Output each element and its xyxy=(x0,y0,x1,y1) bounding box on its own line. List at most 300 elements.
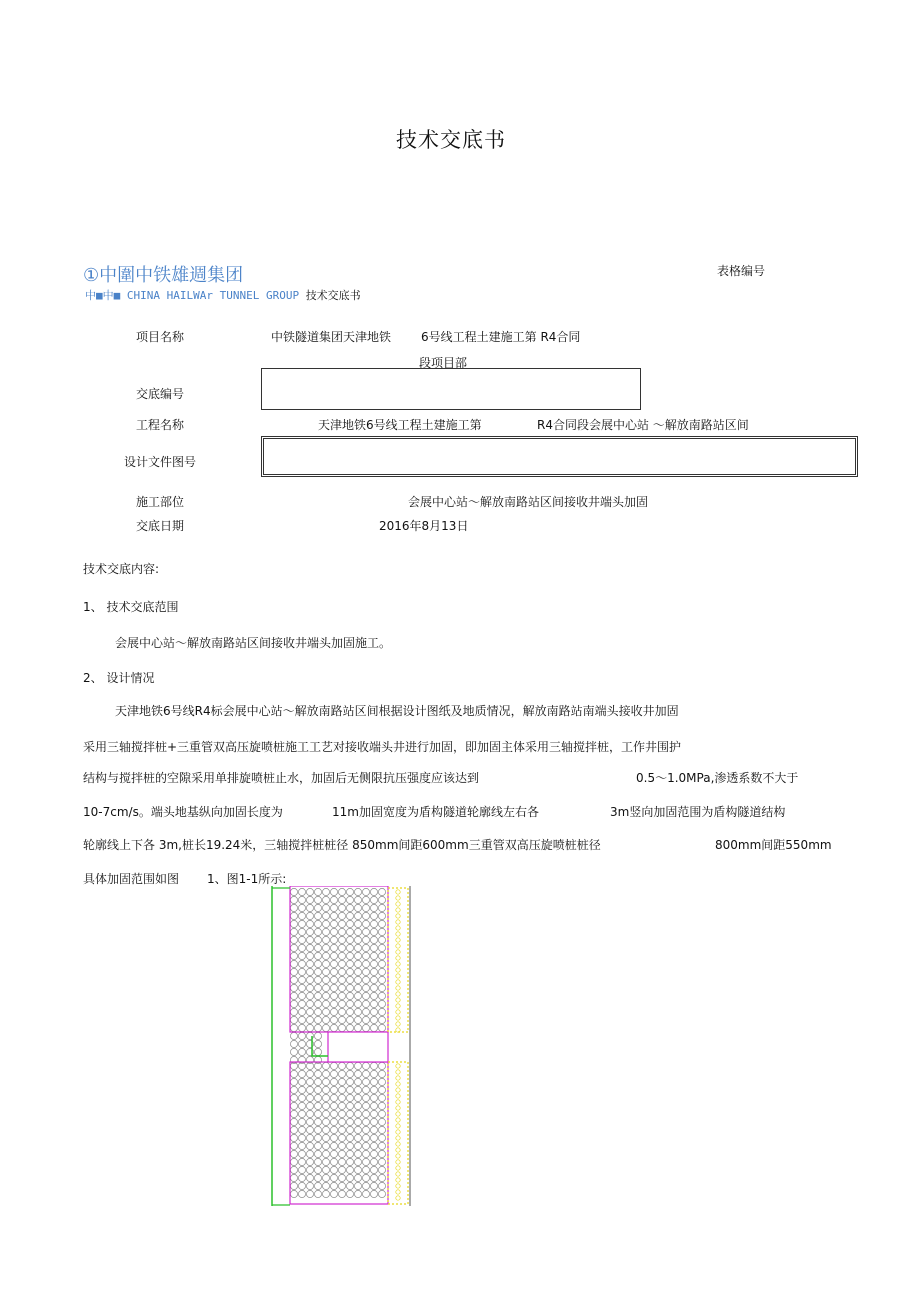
pile-circle xyxy=(338,1062,345,1069)
pile-circle xyxy=(298,1040,305,1047)
content-heading: 技术交底内容: xyxy=(83,562,160,576)
pile-circle xyxy=(290,1110,297,1117)
pile-circle xyxy=(306,1070,313,1077)
pile-circle xyxy=(290,904,297,911)
pile-circle xyxy=(378,1086,385,1093)
disclosure-no-label: 交底编号 xyxy=(136,387,185,401)
pile-circle xyxy=(354,1062,361,1069)
pile-circle xyxy=(338,1118,345,1125)
disclosure-no-field[interactable] xyxy=(261,368,641,410)
pile-circle xyxy=(330,1008,337,1015)
pile-circle xyxy=(314,1134,321,1141)
pile-circle xyxy=(290,1078,297,1085)
pile-circle xyxy=(338,904,345,911)
jet-grout-pile xyxy=(396,992,400,996)
pile-circle xyxy=(306,1094,313,1101)
pile-circle xyxy=(346,1024,353,1031)
pile-circle xyxy=(338,928,345,935)
pile-circle xyxy=(322,960,329,967)
pile-circle xyxy=(314,1048,321,1055)
pile-circle xyxy=(306,1158,313,1165)
pile-circle xyxy=(354,888,361,895)
pile-circle xyxy=(370,1174,377,1181)
pile-circle xyxy=(370,1118,377,1125)
pile-circle xyxy=(346,1142,353,1149)
pile-circle xyxy=(378,1110,385,1117)
pile-circle xyxy=(370,936,377,943)
pile-circle xyxy=(322,1174,329,1181)
pile-circle xyxy=(330,928,337,935)
jet-grout-pile xyxy=(396,944,400,948)
pile-circle xyxy=(370,960,377,967)
pile-circle xyxy=(306,1182,313,1189)
pile-circle xyxy=(378,928,385,935)
pile-circle xyxy=(370,888,377,895)
pile-circle xyxy=(290,1158,297,1165)
pile-circle xyxy=(362,1062,369,1069)
pile-circle xyxy=(370,1102,377,1109)
pile-circle xyxy=(370,1158,377,1165)
pile-circle xyxy=(338,1086,345,1093)
pile-circle xyxy=(290,1086,297,1093)
pile-circle xyxy=(354,976,361,983)
pile-circle xyxy=(346,1102,353,1109)
pile-circle xyxy=(306,1102,313,1109)
pile-circle xyxy=(322,1016,329,1023)
pile-circle xyxy=(338,1078,345,1085)
pile-circle xyxy=(306,1150,313,1157)
pile-circle xyxy=(330,1110,337,1117)
pile-circle xyxy=(354,1150,361,1157)
pile-circle xyxy=(346,1118,353,1125)
pile-circle xyxy=(306,992,313,999)
pile-circle xyxy=(354,1070,361,1077)
pile-circle xyxy=(338,960,345,967)
pile-circle xyxy=(290,1008,297,1015)
pile-circle xyxy=(370,1150,377,1157)
pile-circle xyxy=(354,1126,361,1133)
pile-circle xyxy=(298,1094,305,1101)
pile-circle xyxy=(378,1126,385,1133)
pile-circle xyxy=(362,1016,369,1023)
pile-circle xyxy=(330,920,337,927)
pile-circle xyxy=(370,1024,377,1031)
pile-circle xyxy=(362,1118,369,1125)
jet-grout-pile xyxy=(396,1166,400,1170)
pile-circle xyxy=(290,1048,297,1055)
pile-circle xyxy=(298,912,305,919)
pile-circle xyxy=(290,1070,297,1077)
pile-circle xyxy=(314,1190,321,1197)
pile-circle xyxy=(290,912,297,919)
pile-circle xyxy=(322,1126,329,1133)
jet-grout-pile xyxy=(396,1094,400,1098)
pile-circle xyxy=(298,928,305,935)
pile-circle xyxy=(322,912,329,919)
pile-circle xyxy=(346,1062,353,1069)
pile-circle xyxy=(378,1008,385,1015)
pile-circle xyxy=(306,1110,313,1117)
pile-circle xyxy=(290,984,297,991)
pile-circle xyxy=(362,1008,369,1015)
pile-circle xyxy=(354,992,361,999)
paragraph-line-6b: 1、图1-1所示: xyxy=(207,872,287,886)
pile-circle xyxy=(338,1134,345,1141)
pile-circle xyxy=(322,1070,329,1077)
pile-circle xyxy=(298,1142,305,1149)
jet-grout-pile xyxy=(396,1076,400,1080)
jet-grout-pile xyxy=(396,950,400,954)
pile-circle xyxy=(338,992,345,999)
pile-circle xyxy=(314,1150,321,1157)
pile-circle xyxy=(338,1008,345,1015)
pile-circle xyxy=(298,1150,305,1157)
pile-circle xyxy=(354,1086,361,1093)
pile-circle xyxy=(322,928,329,935)
pile-circle xyxy=(314,1158,321,1165)
pile-circle xyxy=(346,1166,353,1173)
pile-circle xyxy=(306,912,313,919)
jet-grout-pile xyxy=(396,902,400,906)
pile-circle xyxy=(346,1110,353,1117)
pile-circle xyxy=(314,960,321,967)
pile-circle xyxy=(290,1094,297,1101)
pile-circle xyxy=(370,952,377,959)
pile-circle xyxy=(370,1000,377,1007)
pile-circle xyxy=(330,1158,337,1165)
jet-grout-pile xyxy=(396,1070,400,1074)
pile-circle xyxy=(306,1126,313,1133)
pile-circle xyxy=(362,1000,369,1007)
pile-circle xyxy=(306,1142,313,1149)
pile-circle xyxy=(298,1182,305,1189)
jet-grout-pile xyxy=(396,974,400,978)
pile-circle xyxy=(362,1078,369,1085)
pile-circle xyxy=(370,912,377,919)
pile-circle xyxy=(362,1134,369,1141)
pile-circle xyxy=(306,904,313,911)
pile-circle xyxy=(322,1094,329,1101)
pile-circle xyxy=(378,1190,385,1197)
pile-circle xyxy=(362,1024,369,1031)
pile-circle xyxy=(338,1166,345,1173)
pile-circle xyxy=(314,1118,321,1125)
pile-circle xyxy=(322,1086,329,1093)
pile-circle xyxy=(330,896,337,903)
pile-circle xyxy=(306,960,313,967)
project-name-label: 项目名称 xyxy=(136,330,185,344)
pile-circle xyxy=(298,904,305,911)
pile-circle xyxy=(322,1110,329,1117)
pile-circle xyxy=(354,960,361,967)
jet-grout-pile xyxy=(396,1022,400,1026)
pile-circle xyxy=(370,1142,377,1149)
pile-circle xyxy=(290,976,297,983)
pile-circle xyxy=(346,968,353,975)
logo-sub-english: CHINA HAILWAr TUNNEL GROUP xyxy=(126,289,300,302)
pile-circle xyxy=(330,1182,337,1189)
pile-circle xyxy=(362,1094,369,1101)
pile-circle xyxy=(314,1086,321,1093)
pile-circle xyxy=(322,1166,329,1173)
pile-circle xyxy=(370,1094,377,1101)
pile-circle xyxy=(322,1078,329,1085)
pile-circle xyxy=(362,928,369,935)
pile-circle xyxy=(306,1086,313,1093)
jet-grout-pile xyxy=(396,962,400,966)
jet-grout-pile xyxy=(396,986,400,990)
pile-circle xyxy=(322,1008,329,1015)
pile-circle xyxy=(338,1094,345,1101)
pile-circle xyxy=(298,1166,305,1173)
pile-circle xyxy=(330,1078,337,1085)
pile-circle xyxy=(354,1000,361,1007)
pile-circle xyxy=(306,1078,313,1085)
pile-circle xyxy=(314,1078,321,1085)
pile-circle xyxy=(330,904,337,911)
pile-circle xyxy=(290,1142,297,1149)
pile-circle xyxy=(314,1032,321,1039)
pile-circle xyxy=(314,1166,321,1173)
jet-grout-pile xyxy=(396,1184,400,1188)
pile-circle xyxy=(362,1070,369,1077)
pile-circle xyxy=(298,1016,305,1023)
pile-circle xyxy=(370,1062,377,1069)
paragraph-line-2: 采用三轴搅拌桩+三重管双高压旋喷桩施工工艺对接收端头井进行加固，即加固主体采用三轴搅拌桩，工作井围护 xyxy=(83,740,682,754)
engineering-name-value-2: R4合同段会展中心站 〜解放南路站区间 xyxy=(537,418,749,432)
pile-circle xyxy=(322,1158,329,1165)
pile-circle xyxy=(290,944,297,951)
pile-circle xyxy=(306,896,313,903)
pile-circle xyxy=(378,904,385,911)
construction-part-value: 会展中心站〜解放南路站区间接收井端头加固 xyxy=(408,495,649,509)
pile-circle xyxy=(346,904,353,911)
jet-grout-pile xyxy=(396,932,400,936)
pile-circle xyxy=(370,1190,377,1197)
pile-circle xyxy=(354,1008,361,1015)
pile-circle xyxy=(290,952,297,959)
pile-circle xyxy=(378,1134,385,1141)
pile-circle xyxy=(338,1070,345,1077)
pile-circle xyxy=(330,944,337,951)
pile-circle xyxy=(306,936,313,943)
jet-grout-pile xyxy=(396,1130,400,1134)
jet-grout-pile xyxy=(396,1016,400,1020)
pile-circle xyxy=(314,976,321,983)
pile-circle xyxy=(306,1134,313,1141)
jet-grout-pile xyxy=(396,968,400,972)
pile-circle xyxy=(346,888,353,895)
jet-grout-pile xyxy=(396,1160,400,1164)
pile-circle xyxy=(298,1190,305,1197)
jet-grout-pile xyxy=(396,1136,400,1140)
pile-circle xyxy=(322,1190,329,1197)
pile-circle xyxy=(378,1102,385,1109)
pile-circle xyxy=(346,896,353,903)
pile-circle xyxy=(290,888,297,895)
pile-circle xyxy=(338,936,345,943)
pile-circle xyxy=(354,968,361,975)
pile-circle xyxy=(322,944,329,951)
pile-circle xyxy=(330,1102,337,1109)
pile-circle xyxy=(346,912,353,919)
pile-circle xyxy=(306,984,313,991)
pile-circle xyxy=(290,1134,297,1141)
pile-circle xyxy=(290,1150,297,1157)
pile-circle xyxy=(290,968,297,975)
design-doc-field[interactable] xyxy=(261,436,858,477)
pile-circle xyxy=(306,952,313,959)
pile-circle xyxy=(346,960,353,967)
pile-circle xyxy=(338,1126,345,1133)
pile-circle xyxy=(290,1024,297,1031)
jet-grout-pile xyxy=(396,1196,400,1200)
pile-circle xyxy=(314,1142,321,1149)
pile-circle xyxy=(338,912,345,919)
pile-circle xyxy=(290,928,297,935)
engineering-name-value-1: 天津地铁6号线工程土建施工第 xyxy=(318,418,482,432)
pile-circle xyxy=(354,1166,361,1173)
project-name-value-3: 段项目部 xyxy=(419,356,468,370)
pile-circle xyxy=(314,1008,321,1015)
pile-circle xyxy=(346,1190,353,1197)
pile-circle xyxy=(314,984,321,991)
pile-circle xyxy=(354,952,361,959)
pile-circle xyxy=(362,1166,369,1173)
pile-circle xyxy=(354,1094,361,1101)
pile-circle xyxy=(370,1086,377,1093)
pile-circle xyxy=(322,984,329,991)
pile-circle xyxy=(354,1024,361,1031)
pile-circle xyxy=(306,944,313,951)
pile-circle xyxy=(362,1158,369,1165)
pile-circle xyxy=(290,1040,297,1047)
pile-circle xyxy=(330,1134,337,1141)
design-doc-label: 设计文件图号 xyxy=(124,455,197,469)
pile-circle xyxy=(330,952,337,959)
pile-circle xyxy=(354,984,361,991)
pile-circle xyxy=(346,952,353,959)
pile-circle xyxy=(370,968,377,975)
disclosure-date-value: 2016年8月13日 xyxy=(379,519,469,533)
pile-circle xyxy=(370,904,377,911)
pile-circle xyxy=(314,1070,321,1077)
pile-circle xyxy=(322,1000,329,1007)
pile-circle xyxy=(370,920,377,927)
pile-circle xyxy=(322,976,329,983)
pile-circle xyxy=(346,984,353,991)
paragraph-line-5b: 800mm间距550mm xyxy=(715,838,832,852)
pile-circle xyxy=(298,1134,305,1141)
pile-circle xyxy=(290,896,297,903)
pile-circle xyxy=(370,1078,377,1085)
pile-circle xyxy=(354,1190,361,1197)
pile-circle xyxy=(322,992,329,999)
pile-circle xyxy=(298,1000,305,1007)
pile-circle xyxy=(330,1070,337,1077)
pile-circle xyxy=(330,1118,337,1125)
pile-circle xyxy=(378,1174,385,1181)
pile-circle xyxy=(378,976,385,983)
pile-circle xyxy=(298,1078,305,1085)
pile-circle xyxy=(330,992,337,999)
paragraph-line-4a: 10-7cm/s。端头地基纵向加固长度为 xyxy=(83,805,283,819)
jet-grout-pile xyxy=(396,1190,400,1194)
pile-circle xyxy=(290,1032,297,1039)
paragraph-line-4c: 3m竖向加固范围为盾构隧道结构 xyxy=(610,805,786,819)
pile-circle xyxy=(322,920,329,927)
jet-grout-pile xyxy=(396,1100,400,1104)
pile-circle xyxy=(330,1086,337,1093)
project-name-value-2: 6号线工程土建施工第 R4合同 xyxy=(421,330,581,344)
pile-circle xyxy=(330,968,337,975)
pile-circle xyxy=(354,896,361,903)
pile-circle xyxy=(298,952,305,959)
pile-circle xyxy=(362,968,369,975)
pile-circle xyxy=(378,960,385,967)
pile-circle xyxy=(314,1174,321,1181)
pile-circle xyxy=(338,968,345,975)
pile-circle xyxy=(338,1182,345,1189)
pile-circle xyxy=(298,1008,305,1015)
pile-circle xyxy=(370,896,377,903)
pile-circle xyxy=(314,928,321,935)
pile-circle xyxy=(298,976,305,983)
pile-circle xyxy=(306,920,313,927)
pile-circle xyxy=(354,936,361,943)
pile-circle xyxy=(370,976,377,983)
pile-circle xyxy=(378,920,385,927)
pile-circle xyxy=(346,976,353,983)
jet-grout-pile xyxy=(396,1142,400,1146)
pile-circle xyxy=(362,1190,369,1197)
pile-circle xyxy=(362,904,369,911)
pile-circle xyxy=(306,976,313,983)
pile-circle xyxy=(322,896,329,903)
pile-circle xyxy=(298,984,305,991)
pile-circle xyxy=(330,1142,337,1149)
paragraph-line-6a: 具体加固范围如图 xyxy=(83,872,180,886)
pile-circle xyxy=(290,1126,297,1133)
jet-grout-pile xyxy=(396,1064,400,1068)
pile-circle xyxy=(378,1000,385,1007)
pile-circle xyxy=(322,936,329,943)
pile-circle xyxy=(314,1110,321,1117)
pile-circle xyxy=(338,984,345,991)
jet-grout-pile xyxy=(396,998,400,1002)
pile-circle xyxy=(314,904,321,911)
logo-sub-chinese: 技术交底书 xyxy=(305,289,361,302)
pile-circle xyxy=(298,1118,305,1125)
pile-circle xyxy=(314,968,321,975)
pile-circle xyxy=(306,1118,313,1125)
pile-circle xyxy=(378,944,385,951)
pile-circle xyxy=(338,888,345,895)
pile-circle xyxy=(322,968,329,975)
pile-circle xyxy=(330,1016,337,1023)
pile-circle xyxy=(330,1024,337,1031)
jet-grout-pile xyxy=(396,1082,400,1086)
pile-circle xyxy=(306,928,313,935)
pile-circle xyxy=(298,1048,305,1055)
pile-circle xyxy=(314,1040,321,1047)
pile-circle xyxy=(354,1134,361,1141)
pile-circle xyxy=(330,1094,337,1101)
pile-circle xyxy=(378,912,385,919)
pile-circle xyxy=(354,1174,361,1181)
pile-circle xyxy=(346,1070,353,1077)
pile-circle xyxy=(338,1000,345,1007)
